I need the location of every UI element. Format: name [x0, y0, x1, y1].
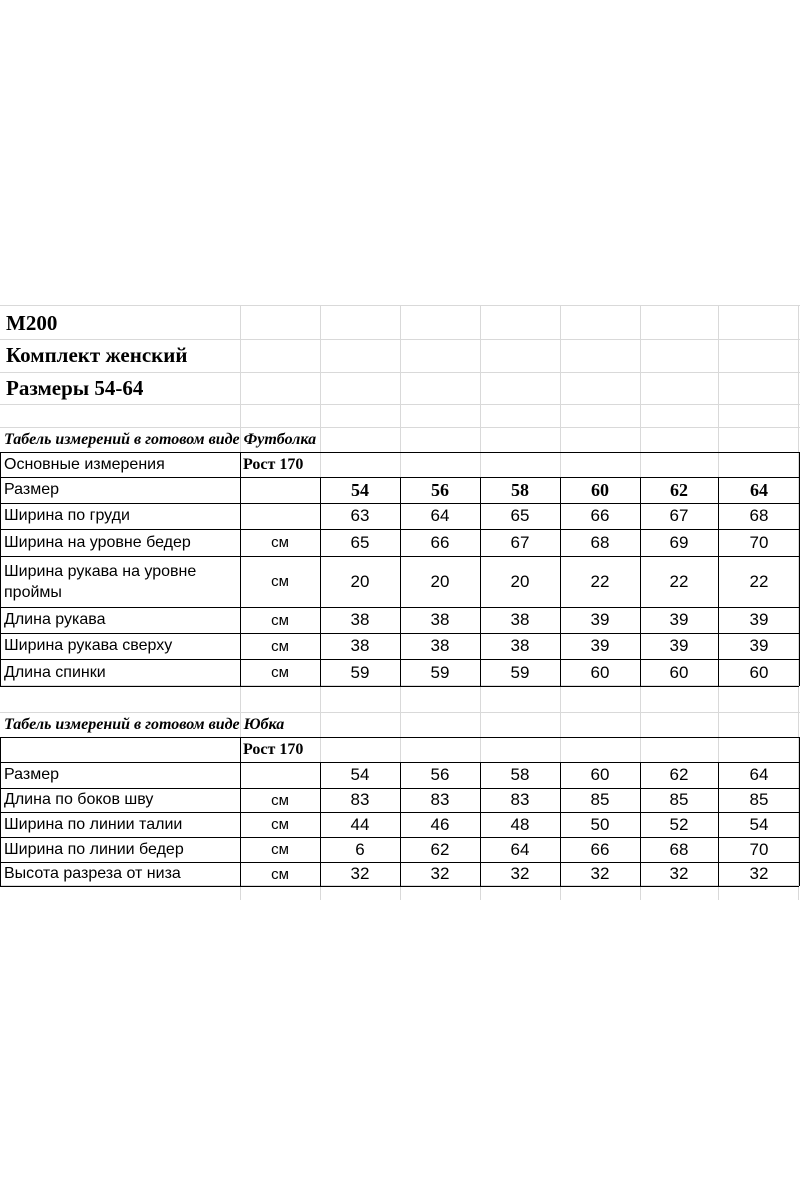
- tshirt-section-row: [0, 427, 800, 452]
- value-cell: 50: [590, 814, 610, 834]
- gridline-h: [0, 404, 800, 405]
- value-cell: 54: [749, 814, 769, 834]
- value-cell: 83: [510, 790, 530, 809]
- value-cell: 66: [590, 839, 610, 859]
- size-header-54: 54: [350, 765, 370, 784]
- value-cell: 62: [430, 839, 450, 859]
- value-cell: 39: [669, 636, 689, 655]
- value-cell: 38: [350, 636, 370, 655]
- unit-cell: [240, 503, 320, 529]
- unit-cell: см: [271, 573, 289, 590]
- base-measurements-label: Основные измерения: [4, 455, 165, 473]
- value-cell: 32: [749, 864, 769, 883]
- title-row-sizes: [0, 372, 800, 404]
- model-title: M200: [6, 311, 58, 335]
- value-cell: 85: [749, 790, 769, 809]
- border-v: [240, 452, 241, 686]
- value-cell: 65: [350, 532, 370, 552]
- value-cell: 32: [669, 864, 689, 883]
- value-cell: 68: [749, 506, 769, 525]
- border-v: [320, 762, 321, 886]
- size-row-label: Размер: [4, 481, 59, 498]
- value-cell: 67: [510, 532, 530, 552]
- size-header-64: 64: [749, 765, 769, 784]
- value-cell: 39: [669, 610, 689, 629]
- height-row: [0, 452, 800, 477]
- value-cell: 64: [510, 839, 530, 859]
- border-v: [560, 477, 561, 686]
- value-cell: 22: [590, 571, 610, 591]
- value-cell: 60: [669, 662, 689, 682]
- height-label: Рост 170: [243, 740, 304, 758]
- value-cell: 70: [749, 532, 769, 552]
- value-cell: 32: [350, 864, 370, 883]
- border-h: [0, 452, 799, 453]
- unit-cell: см: [271, 534, 289, 551]
- value-cell: 32: [510, 864, 530, 883]
- border-v: [718, 477, 719, 686]
- value-cell: 59: [510, 662, 530, 682]
- size-header-64: 64: [750, 479, 768, 500]
- value-cell: 63: [350, 506, 370, 525]
- value-cell: 38: [510, 636, 530, 655]
- border-v: [320, 477, 321, 686]
- value-cell: 39: [590, 610, 610, 629]
- border-v: [718, 762, 719, 886]
- value-cell: 32: [590, 864, 610, 883]
- value-cell: 38: [510, 610, 530, 629]
- unit-cell: см: [271, 664, 289, 681]
- value-cell: 70: [749, 839, 769, 859]
- value-cell: 48: [510, 814, 530, 834]
- unit-cell: см: [271, 841, 289, 858]
- size-header-56: 56: [431, 479, 449, 500]
- measurement-label: Ширина по груди: [4, 507, 130, 524]
- border-v: [560, 762, 561, 886]
- unit-cell: см: [271, 865, 289, 883]
- border-v: [240, 737, 241, 886]
- value-cell: 66: [590, 506, 610, 525]
- measurement-label: Длина по боков шву: [4, 791, 154, 808]
- value-cell: 39: [590, 636, 610, 655]
- skirt-section-title: Табель измерений в готовом виде Юбка: [4, 716, 285, 733]
- skirt-section-row: [0, 712, 800, 737]
- border-v: [640, 762, 641, 886]
- value-cell: 6: [355, 839, 365, 859]
- value-cell: 67: [669, 506, 689, 525]
- unit-cell: см: [271, 791, 289, 809]
- border-v: [480, 762, 481, 886]
- value-cell: 85: [669, 790, 689, 809]
- title-row-product: [0, 339, 800, 372]
- value-cell: 32: [430, 864, 450, 883]
- title-row-model: [0, 307, 800, 339]
- measurement-label: Длина спинки: [4, 663, 106, 681]
- size-row-label: Размер: [4, 766, 59, 783]
- border-v: [0, 452, 1, 686]
- value-cell: 20: [350, 571, 370, 591]
- unit-cell: см: [271, 637, 289, 655]
- value-cell: 60: [590, 662, 610, 682]
- measurement-label: Ширина по линии бедер: [4, 840, 184, 858]
- measurement-label: Ширина рукава сверху: [4, 637, 173, 654]
- border-v: [0, 737, 1, 886]
- size-header-54: 54: [351, 479, 369, 500]
- value-cell: 46: [430, 814, 450, 834]
- measurement-label: Ширина на уровне бедер: [4, 533, 191, 551]
- border-h: [0, 737, 799, 738]
- size-header-60: 60: [591, 479, 609, 500]
- value-cell: 20: [430, 571, 450, 591]
- value-cell: 83: [350, 790, 370, 809]
- value-cell: 85: [590, 790, 610, 809]
- value-cell: 52: [669, 814, 689, 834]
- value-cell: 66: [430, 532, 450, 552]
- unit-cell: см: [271, 611, 289, 629]
- value-cell: 59: [430, 662, 450, 682]
- border-h: [0, 686, 799, 687]
- product-title: Комплект женский: [6, 343, 188, 367]
- unit-cell: см: [271, 816, 289, 833]
- value-cell: 38: [430, 636, 450, 655]
- height-row: [0, 737, 800, 762]
- value-cell: 68: [590, 532, 610, 552]
- value-cell: 38: [430, 610, 450, 629]
- sizes-title: Размеры 54-64: [6, 376, 144, 400]
- border-v: [400, 477, 401, 686]
- border-v: [640, 477, 641, 686]
- value-cell: 38: [350, 610, 370, 629]
- measurement-label: Высота разреза от низа: [4, 865, 181, 882]
- gridline-h: [0, 305, 800, 306]
- value-cell: 22: [749, 571, 769, 591]
- size-header-58: 58: [510, 765, 530, 784]
- height-label: Рост 170: [243, 455, 304, 473]
- border-v: [480, 477, 481, 686]
- value-cell: 60: [749, 662, 769, 682]
- value-cell: 39: [749, 610, 769, 629]
- measurement-label: Ширина рукава на уровне проймы: [4, 562, 197, 601]
- measurement-label: Длина рукава: [4, 611, 106, 628]
- size-header-56: 56: [430, 765, 450, 784]
- value-cell: 65: [510, 506, 530, 525]
- value-cell: 59: [350, 662, 370, 682]
- value-cell: 68: [669, 839, 689, 859]
- size-header-60: 60: [590, 765, 610, 784]
- border-v: [400, 762, 401, 886]
- value-cell: 22: [669, 571, 689, 591]
- value-cell: 39: [749, 636, 769, 655]
- border-h: [0, 886, 799, 887]
- value-cell: 69: [669, 532, 689, 552]
- tshirt-section-title: Табель измерений в готовом виде Футболка: [4, 431, 317, 448]
- value-cell: 44: [350, 814, 370, 834]
- size-header-58: 58: [511, 479, 529, 500]
- value-cell: 83: [430, 790, 450, 809]
- value-cell: 64: [430, 506, 450, 525]
- size-header-62: 62: [669, 765, 689, 784]
- size-header-62: 62: [670, 479, 688, 500]
- measurement-label: Ширина по линии талии: [4, 815, 183, 833]
- value-cell: 20: [510, 571, 530, 591]
